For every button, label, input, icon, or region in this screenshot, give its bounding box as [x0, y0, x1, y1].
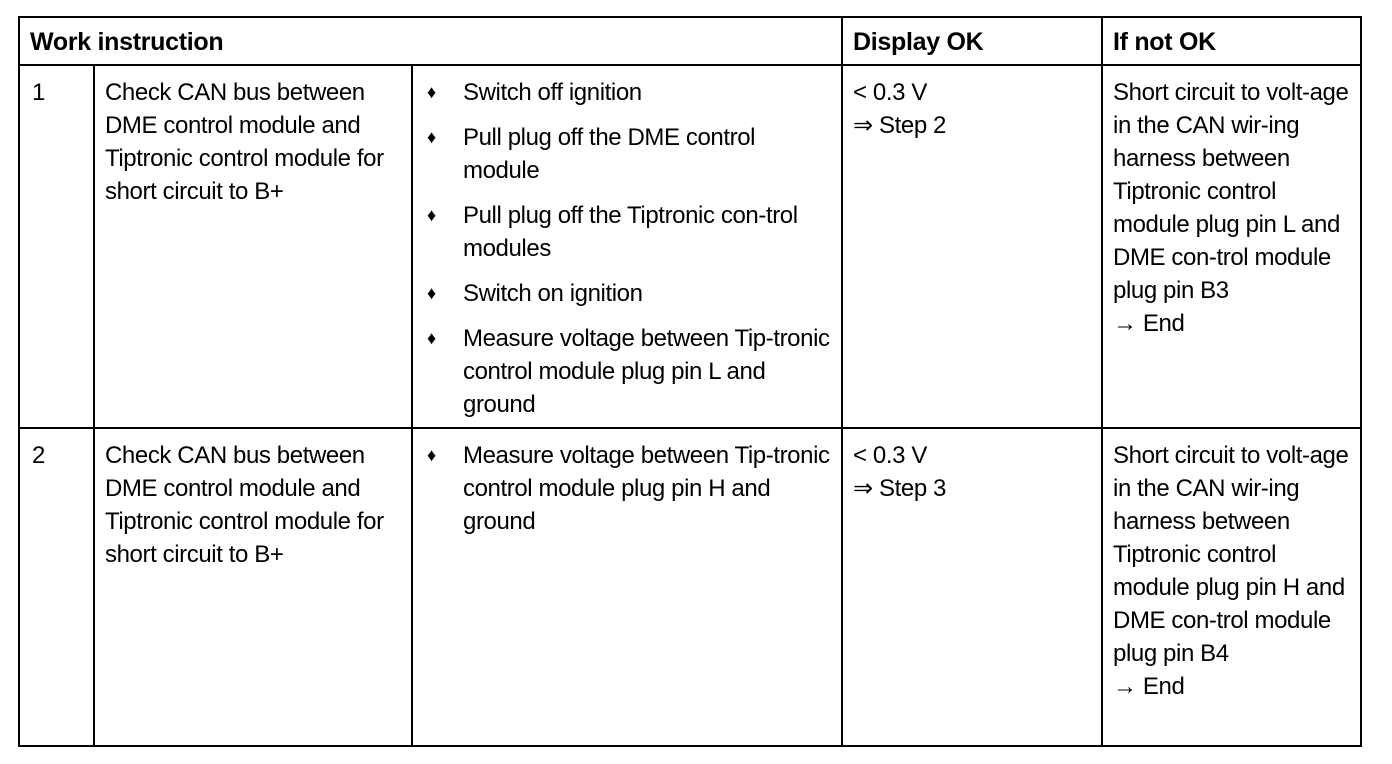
step-number: 2 [19, 428, 94, 746]
if-not-ok-header: If not OK [1102, 17, 1361, 65]
action-text: Pull plug off the Tiptronic con-trol modules [463, 202, 798, 262]
display-ok-header: Display OK [842, 17, 1102, 65]
list-item [423, 76, 831, 109]
end-marker: → End [1113, 673, 1185, 700]
table-header-row [19, 17, 1361, 65]
work-instruction-table [18, 16, 1362, 747]
diamond-bullet-icon: ♦ [427, 127, 436, 147]
check-description [94, 428, 412, 746]
diamond-bullet-icon: ♦ [427, 205, 436, 225]
check-text: Check CAN bus between DME control module and Tiptronic control module for short circuit to B+ [105, 442, 384, 568]
next-step-link: ⇒ Step 2 [853, 112, 946, 139]
work-instruction-header: Work instruction [19, 17, 842, 65]
fault-description: Short circuit to volt-age in the CAN wir-ing harness between Tiptronic control module plug pin L and DME con-trol module plug pin B3 [1113, 79, 1349, 304]
if-not-ok-cell [1102, 65, 1361, 428]
display-value: < 0.3 V [853, 79, 927, 106]
action-text: Switch off ignition [463, 79, 642, 106]
action-text: Pull plug off the DME control module [463, 124, 756, 184]
step-number: 1 [19, 65, 94, 428]
action-text: Measure voltage between Tip-tronic control module plug pin H and ground [463, 442, 830, 535]
diamond-bullet-icon: ♦ [427, 445, 436, 465]
action-text: Measure voltage between Tip-tronic control module plug pin L and ground [463, 325, 830, 418]
display-ok-cell [842, 428, 1102, 746]
list-item [423, 277, 831, 310]
table-row [19, 65, 1361, 428]
action-text: Switch on ignition [463, 280, 643, 307]
action-list [423, 76, 831, 421]
list-item [423, 121, 831, 187]
fault-description: Short circuit to volt-age in the CAN wir-ing harness between Tiptronic control module plug pin H and DME con-trol module plug pin B4 [1113, 442, 1349, 667]
display-value: < 0.3 V [853, 442, 927, 469]
next-step-link: ⇒ Step 3 [853, 475, 946, 502]
diamond-bullet-icon: ♦ [427, 328, 436, 348]
list-item [423, 199, 831, 265]
action-list-cell [412, 428, 842, 746]
action-list-cell [412, 65, 842, 428]
diamond-bullet-icon: ♦ [427, 283, 436, 303]
diamond-bullet-icon: ♦ [427, 82, 436, 102]
check-description [94, 65, 412, 428]
action-list [423, 439, 831, 538]
end-marker: → End [1113, 310, 1185, 337]
check-text: Check CAN bus between DME control module and Tiptronic control module for short circuit to B+ [105, 79, 384, 205]
list-item [423, 439, 831, 538]
if-not-ok-cell [1102, 428, 1361, 746]
table-row [19, 428, 1361, 746]
list-item [423, 322, 831, 421]
display-ok-cell [842, 65, 1102, 428]
